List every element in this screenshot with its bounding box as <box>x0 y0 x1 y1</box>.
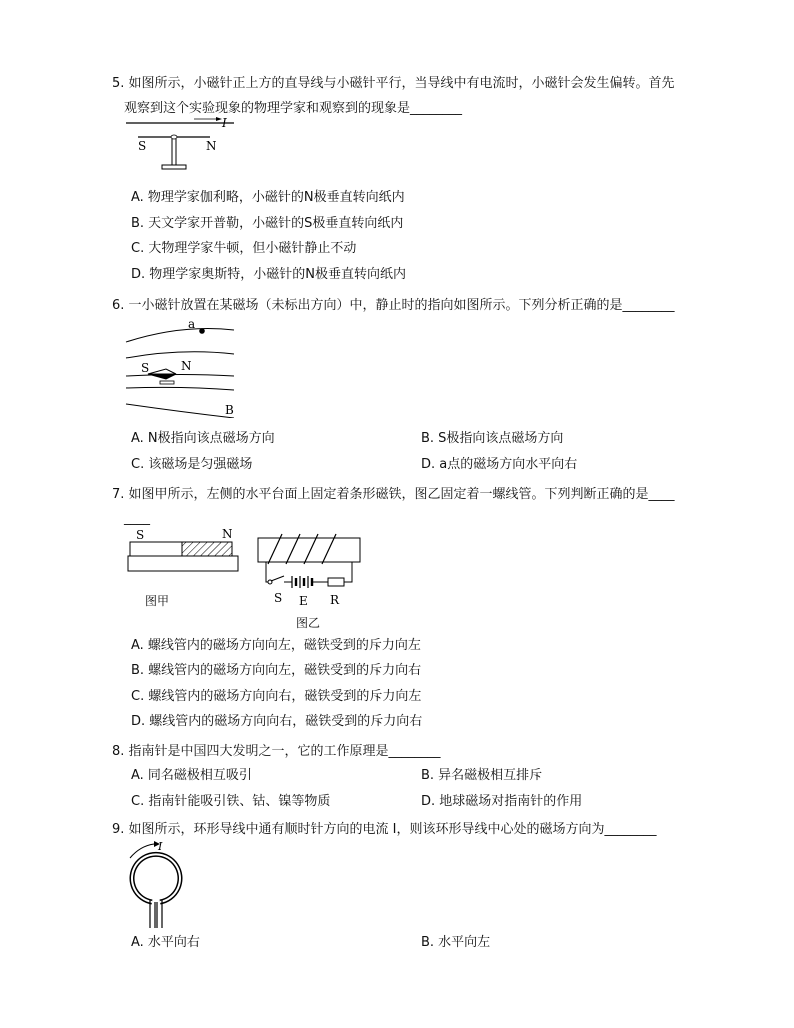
q8-option-c[interactable]: C. 指南针能吸引铁、钴、镍等物质 <box>131 794 331 809</box>
q7-option-c[interactable]: C. 螺线管内的磁场方向向右，磁铁受到的斥力向左 <box>131 689 422 704</box>
q7-option-b[interactable]: B. 螺线管内的磁场方向向左，磁铁受到的斥力向右 <box>131 663 422 678</box>
q7-figure-yi <box>254 530 366 610</box>
q9-stem: 9. 如图所示，环形导线中通有顺时针方向的电流 I，则该环形导线中心处的磁场方向为________ <box>112 822 657 837</box>
q7-magnet-s-label: S <box>136 528 145 542</box>
q5-figure <box>124 117 244 177</box>
q7-caption-jia: 图甲 <box>145 594 170 608</box>
q8-option-d[interactable]: D. 地球磁场对指南针的作用 <box>421 794 583 809</box>
q8-stem: 8. 指南针是中国四大发明之一，它的工作原理是________ <box>112 744 441 759</box>
q6-point-a-label: a <box>188 318 196 331</box>
q5-n-label: N <box>206 139 217 153</box>
q5-current-label: I <box>222 117 227 130</box>
q9-option-b[interactable]: B. 水平向左 <box>421 935 491 950</box>
q7-stem-line1: 7. 如图甲所示，左侧的水平台面上固定着条形磁铁，图乙固定着一螺线管。下列判断正确的是____ <box>112 487 675 502</box>
q7-stem-line2: ____ <box>124 511 150 526</box>
q6-stem: 6. 一小磁针放置在某磁场（未标出方向）中，静止时的指向如图所示。下列分析正确的是________ <box>112 298 675 313</box>
q7-figure-jia <box>124 526 244 586</box>
q5-option-c[interactable]: C. 大物理学家牛顿，但小磁针静止不动 <box>131 241 357 256</box>
q5-option-d[interactable]: D. 物理学家奥斯特，小磁针的N极垂直转向纸内 <box>131 267 406 282</box>
q6-s-label: S <box>141 361 150 375</box>
q5-option-a[interactable]: A. 物理学家伽利略，小磁针的N极垂直转向纸内 <box>131 190 405 205</box>
q9-figure <box>122 840 192 932</box>
q8-option-a[interactable]: A. 同名磁极相互吸引 <box>131 768 252 783</box>
q8-option-b[interactable]: B. 异名磁极相互排斥 <box>421 768 543 783</box>
q6-option-a[interactable]: A. N极指向该点磁场方向 <box>131 431 275 446</box>
q7-caption-yi: 图乙 <box>296 616 321 630</box>
q5-stem-line1: 5. 如图所示，小磁针正上方的直导线与小磁针平行，当导线中有电流时，小磁针会发生偏转。首先 <box>112 76 675 91</box>
q7-magnet-n-label: N <box>222 527 233 541</box>
q6-option-d[interactable]: D. a点的磁场方向水平向右 <box>421 457 578 472</box>
q5-option-b[interactable]: B. 天文学家开普勒，小磁针的S极垂直转向纸内 <box>131 216 404 231</box>
q7-option-d[interactable]: D. 螺线管内的磁场方向向右，磁铁受到的斥力向右 <box>131 714 423 729</box>
q6-figure <box>124 318 240 418</box>
q6-point-b-label: B <box>225 403 234 417</box>
q6-option-b[interactable]: B. S极指向该点磁场方向 <box>421 431 564 446</box>
q7-option-a[interactable]: A. 螺线管内的磁场方向向左，磁铁受到的斥力向左 <box>131 638 421 653</box>
q5-s-label: S <box>138 139 147 153</box>
q9-option-a[interactable]: A. 水平向右 <box>131 935 200 950</box>
q6-n-label: N <box>181 359 192 373</box>
q6-option-c[interactable]: C. 该磁场是匀强磁场 <box>131 457 253 472</box>
q7-battery-label: E <box>299 594 308 608</box>
q9-current-label: I <box>158 840 163 853</box>
q7-switch-label: S <box>274 591 283 605</box>
q5-stem-line2: 观察到这个实验现象的物理学家和观察到的现象是________ <box>124 101 463 116</box>
q7-resistor-label: R <box>330 593 340 607</box>
